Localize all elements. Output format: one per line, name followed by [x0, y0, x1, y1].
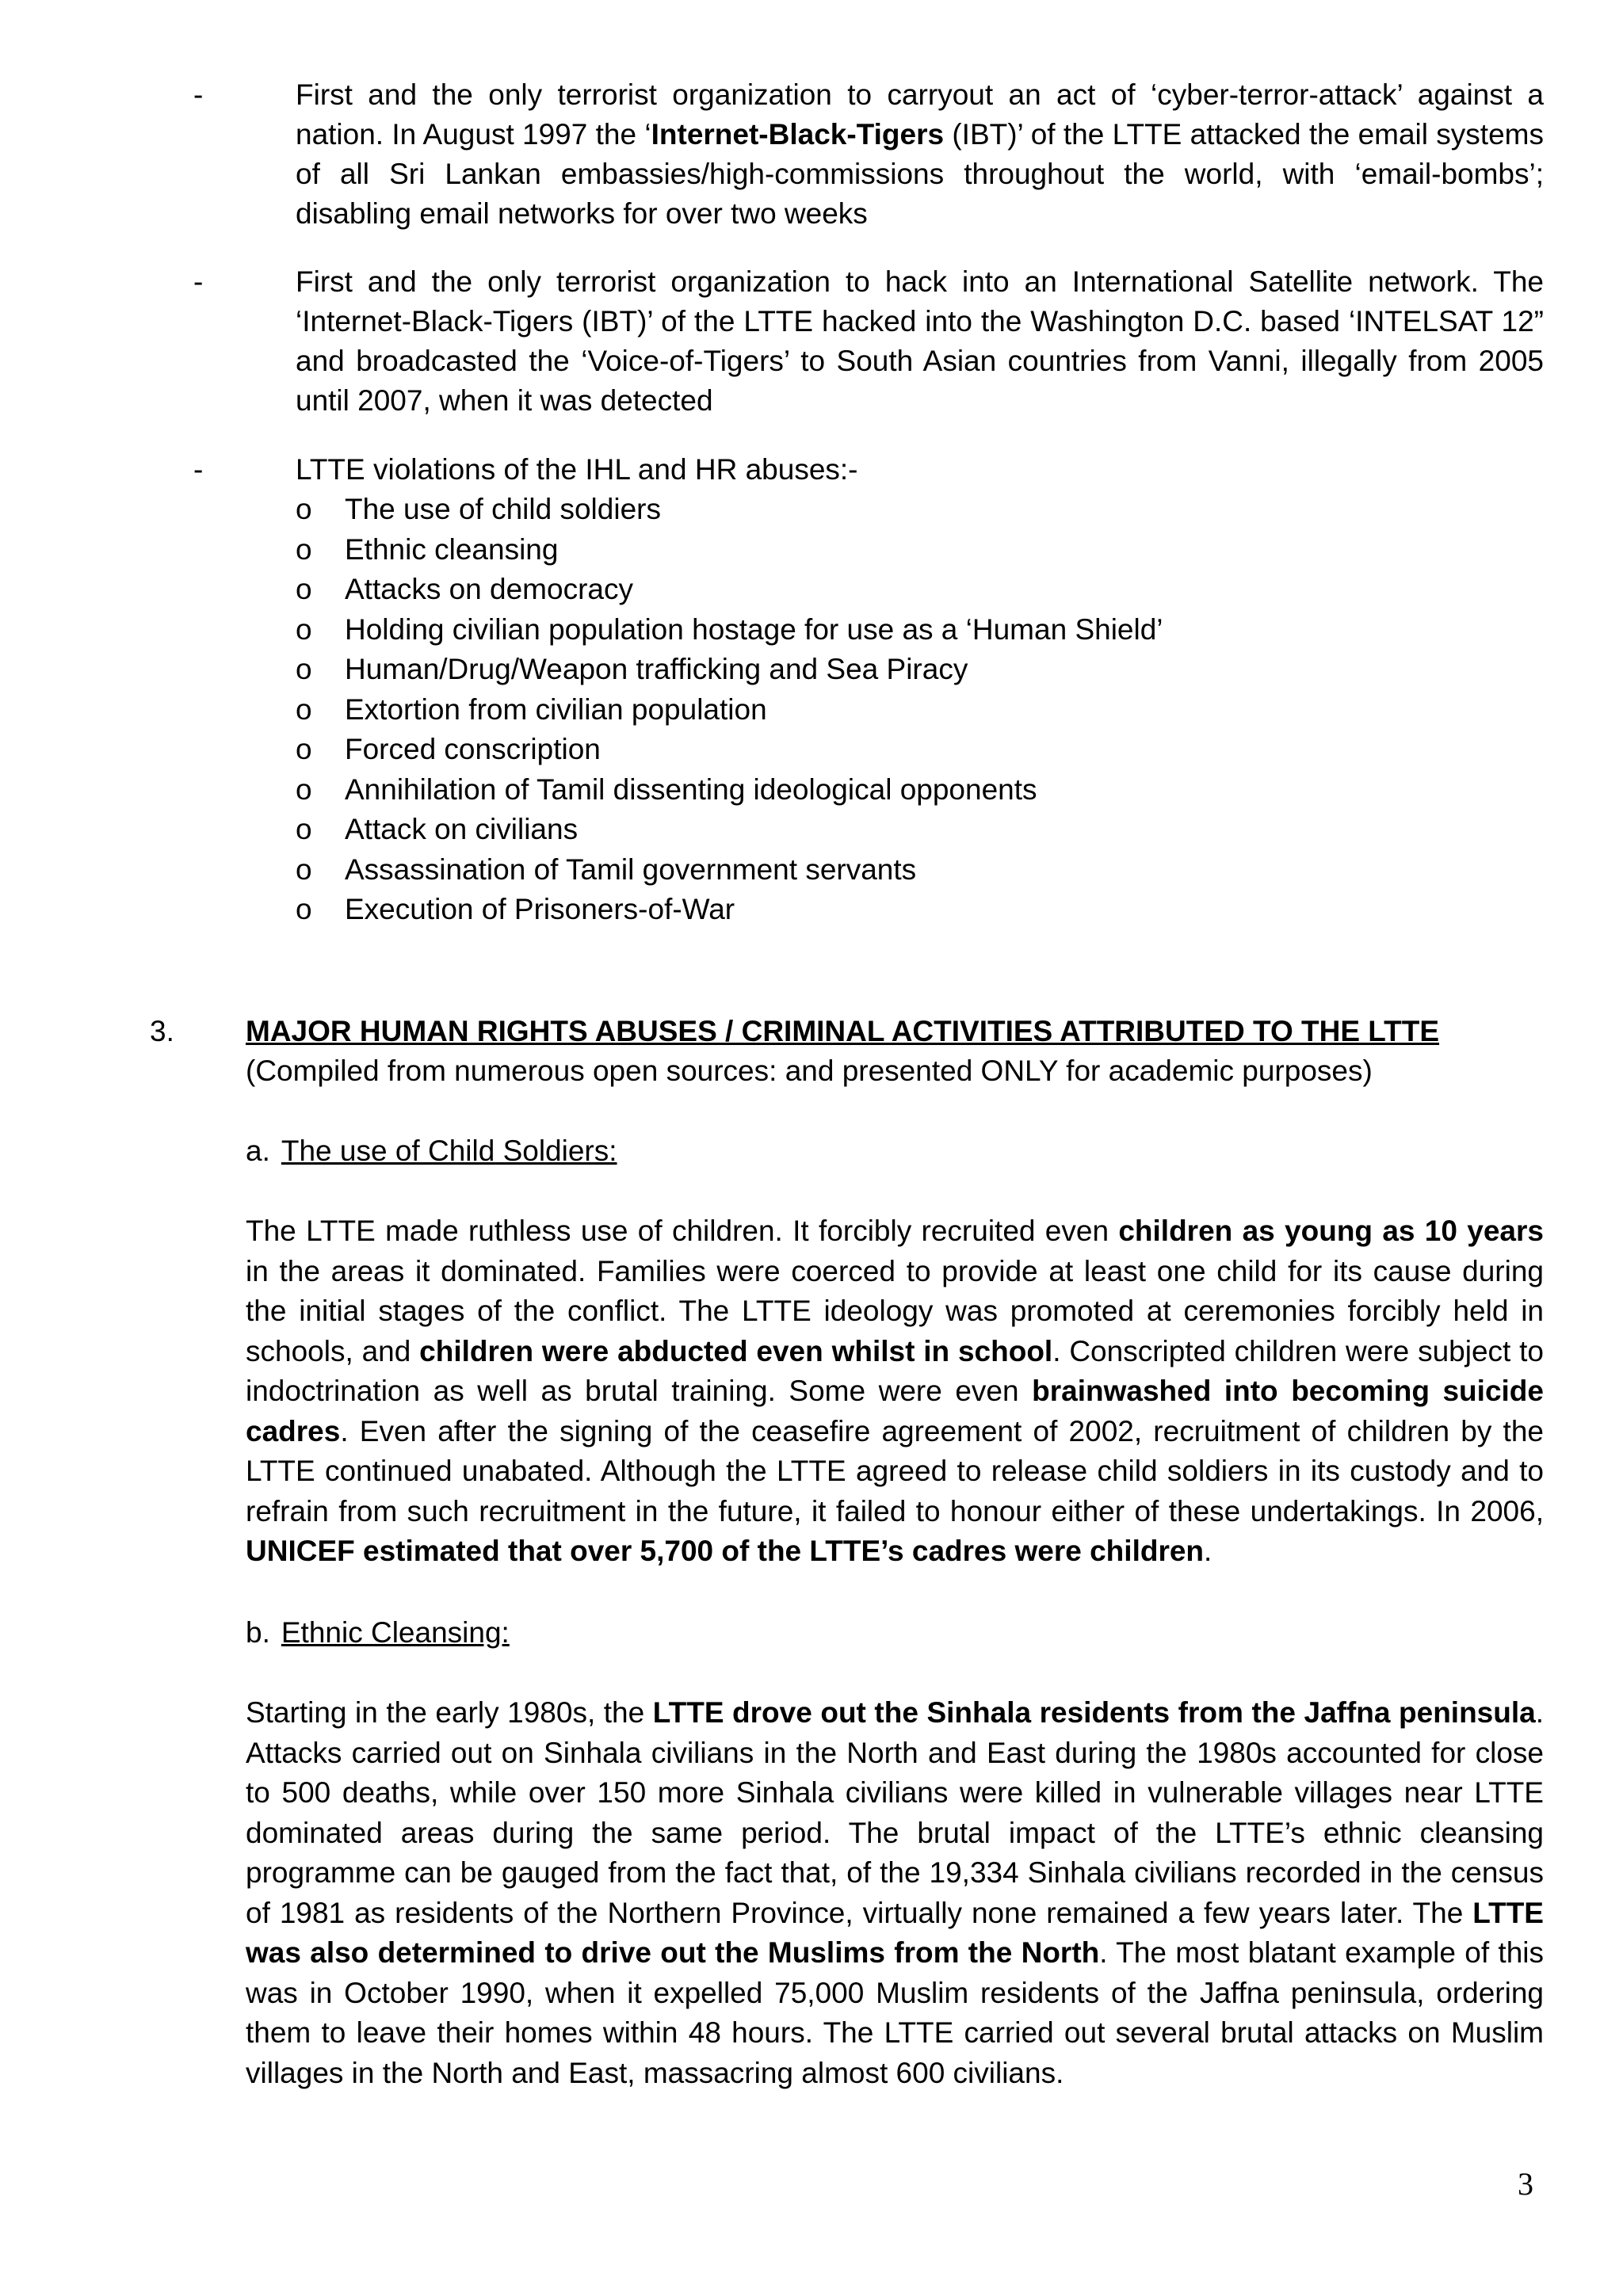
bold-segment: brainwashed into becoming suicide cadres — [246, 1375, 1544, 1447]
section-title: MAJOR HUMAN RIGHTS ABUSES / CRIMINAL ACTIVITIES ATTRIBUTED TO THE LTTE — [246, 1015, 1440, 1047]
list-bullet: o — [296, 573, 312, 605]
section-note: (Compiled from numerous open sources: and presented ONLY for academic purposes) — [246, 1055, 1373, 1087]
list-bullet: o — [296, 733, 312, 765]
list-bullet: o — [296, 893, 312, 925]
text-segment: . — [1204, 1535, 1212, 1567]
subsection-heading — [246, 1613, 510, 1653]
page-number: 3 — [1518, 2166, 1533, 2202]
subsection-title: The use of Child Soldiers: — [281, 1135, 617, 1167]
violation-text: Annihilation of Tamil dissenting ideological opponents — [345, 772, 1037, 806]
violation-text: The use of child soldiers — [345, 493, 661, 525]
violation-item — [296, 730, 1163, 770]
bullet-text — [296, 450, 1544, 490]
violation-item — [296, 850, 1163, 891]
violation-item — [296, 570, 1163, 610]
subsection-title: Ethnic Cleansing: — [281, 1616, 510, 1649]
list-bullet: o — [296, 653, 312, 685]
list-bullet: o — [296, 612, 312, 646]
text-segment: in the areas it dominated. Families were coerced to provide at least one child for its cause during the initial stages of the conflict. The LTTE ideology was promoted at ceremonies forcibly held in schools, and — [246, 1254, 1544, 1367]
paragraph-ethnic-cleansing — [246, 1693, 1544, 2093]
bullet-text — [296, 75, 1544, 234]
violation-text: Human/Drug/Weapon trafficking and Sea Piracy — [345, 653, 968, 685]
violation-text: Execution of Prisoners-of-War — [345, 893, 735, 925]
text-segment: (IBT)’ of the LTTE attacked the email systems of all Sri Lankan embassies/high-commissions throughout the world, with ‘email-bombs’; disabling email networks for over two weeks — [296, 118, 1544, 230]
text-segment: Starting in the early 1980s, the — [246, 1696, 653, 1729]
violation-text: Ethnic cleansing — [345, 532, 559, 566]
bold-segment: children were abducted even whilst in school — [419, 1334, 1053, 1367]
bullet-marker: - — [193, 78, 204, 111]
bullet-marker: - — [193, 453, 204, 486]
bold-segment: LTTE drove out the Sinhala residents from the Jaffna peninsula — [652, 1696, 1536, 1729]
violation-text: Extortion from civilian population — [345, 692, 767, 726]
text-segment: . Even after the signing of the ceasefire agreement of 2002, recruitment of children by the LTTE continued unabated. Although the LTTE agreed to release child soldiers in its custody and to refrain from such recruitment in the future, it failed to honour either of these undertakings. In 2006, — [246, 1414, 1544, 1527]
subsection-letter: b. — [246, 1616, 270, 1649]
text-segment: . The most blatant example of this was in October 1990, when it expelled 75,000 Muslim residents of the Jaffna peninsula, ordering them to leave their homes within 48 hours. The LTTE carried out several brutal attacks on Muslim villages in the North and East, massacring almost 600 civilians. — [246, 1936, 1545, 2089]
list-bullet: o — [296, 852, 312, 886]
bold-segment: UNICEF estimated that over 5,700 of the LTTE’s cadres were children — [246, 1535, 1205, 1567]
text-segment: First and the only terrorist organization to carryout an act of ‘cyber-terror-attack’ against a nation. In August 1997 the ‘ — [296, 78, 1544, 151]
section-number: 3. — [150, 1015, 174, 1047]
text-segment: First and the only terrorist organization to hack into an International Satellite network. The ‘Internet-Black-Tigers (IBT)’ of the LTTE hacked into the Washington D.C. based ‘INTELSAT 12” and broadcasted the ‘Voice-of-Tigers’ to South Asian countries from Vanni, illegally from 2005 until 2007, when it was detected — [296, 265, 1544, 417]
bold-segment: Internet-Black-Tigers — [651, 118, 945, 151]
bold-segment: LTTE was also determined to drive out the Muslims from the North — [246, 1896, 1544, 1969]
violation-text: Attack on civilians — [345, 813, 579, 845]
violations-list — [296, 490, 1163, 930]
subsection-letter: a. — [246, 1135, 270, 1167]
text-segment: The LTTE made ruthless use of children. It forcibly recruited even — [246, 1215, 1119, 1247]
violation-item — [296, 610, 1163, 650]
violation-text: Assassination of Tamil government servants — [345, 852, 917, 886]
list-bullet: o — [296, 493, 312, 525]
list-bullet: o — [296, 692, 312, 726]
violation-item — [296, 490, 1163, 530]
bold-segment: children as young as 10 years — [1118, 1215, 1544, 1247]
violation-text: Holding civilian population hostage for use as a ‘Human Shield’ — [345, 612, 1163, 646]
paragraph-child-soldiers — [246, 1211, 1544, 1572]
text-segment: . Attacks carried out on Sinhala civilians in the North and East during the 1980s accounted for close to 500 deaths, while over 150 more Sinhala civilians were killed in vulnerable villages near LTTE dominated areas during the same period. The brutal impact of the LTTE’s ethnic cleansing programme can be gauged from the fact that, of the 19,334 Sinhala civilians recorded in the census of 1981 as residents of the Northern Province, virtually none remained a few years later. The — [246, 1696, 1544, 1929]
bullet-marker: - — [193, 265, 204, 298]
text-segment: . Conscripted children were subject to indoctrination as well as brutal training. Some were even — [246, 1334, 1544, 1407]
list-bullet: o — [296, 813, 312, 845]
violation-item — [296, 770, 1163, 810]
violation-item — [296, 810, 1163, 850]
violation-item — [296, 890, 1163, 930]
violation-text: Attacks on democracy — [345, 573, 633, 605]
violation-text: Forced conscription — [345, 733, 601, 765]
violation-item — [296, 650, 1163, 690]
subsection-heading — [246, 1131, 617, 1171]
bullet-text — [296, 262, 1544, 421]
text-segment: LTTE violations of the IHL and HR abuses:- — [296, 453, 858, 486]
list-bullet: o — [296, 532, 312, 566]
violation-item — [296, 530, 1163, 570]
violation-item — [296, 690, 1163, 730]
list-bullet: o — [296, 772, 312, 806]
